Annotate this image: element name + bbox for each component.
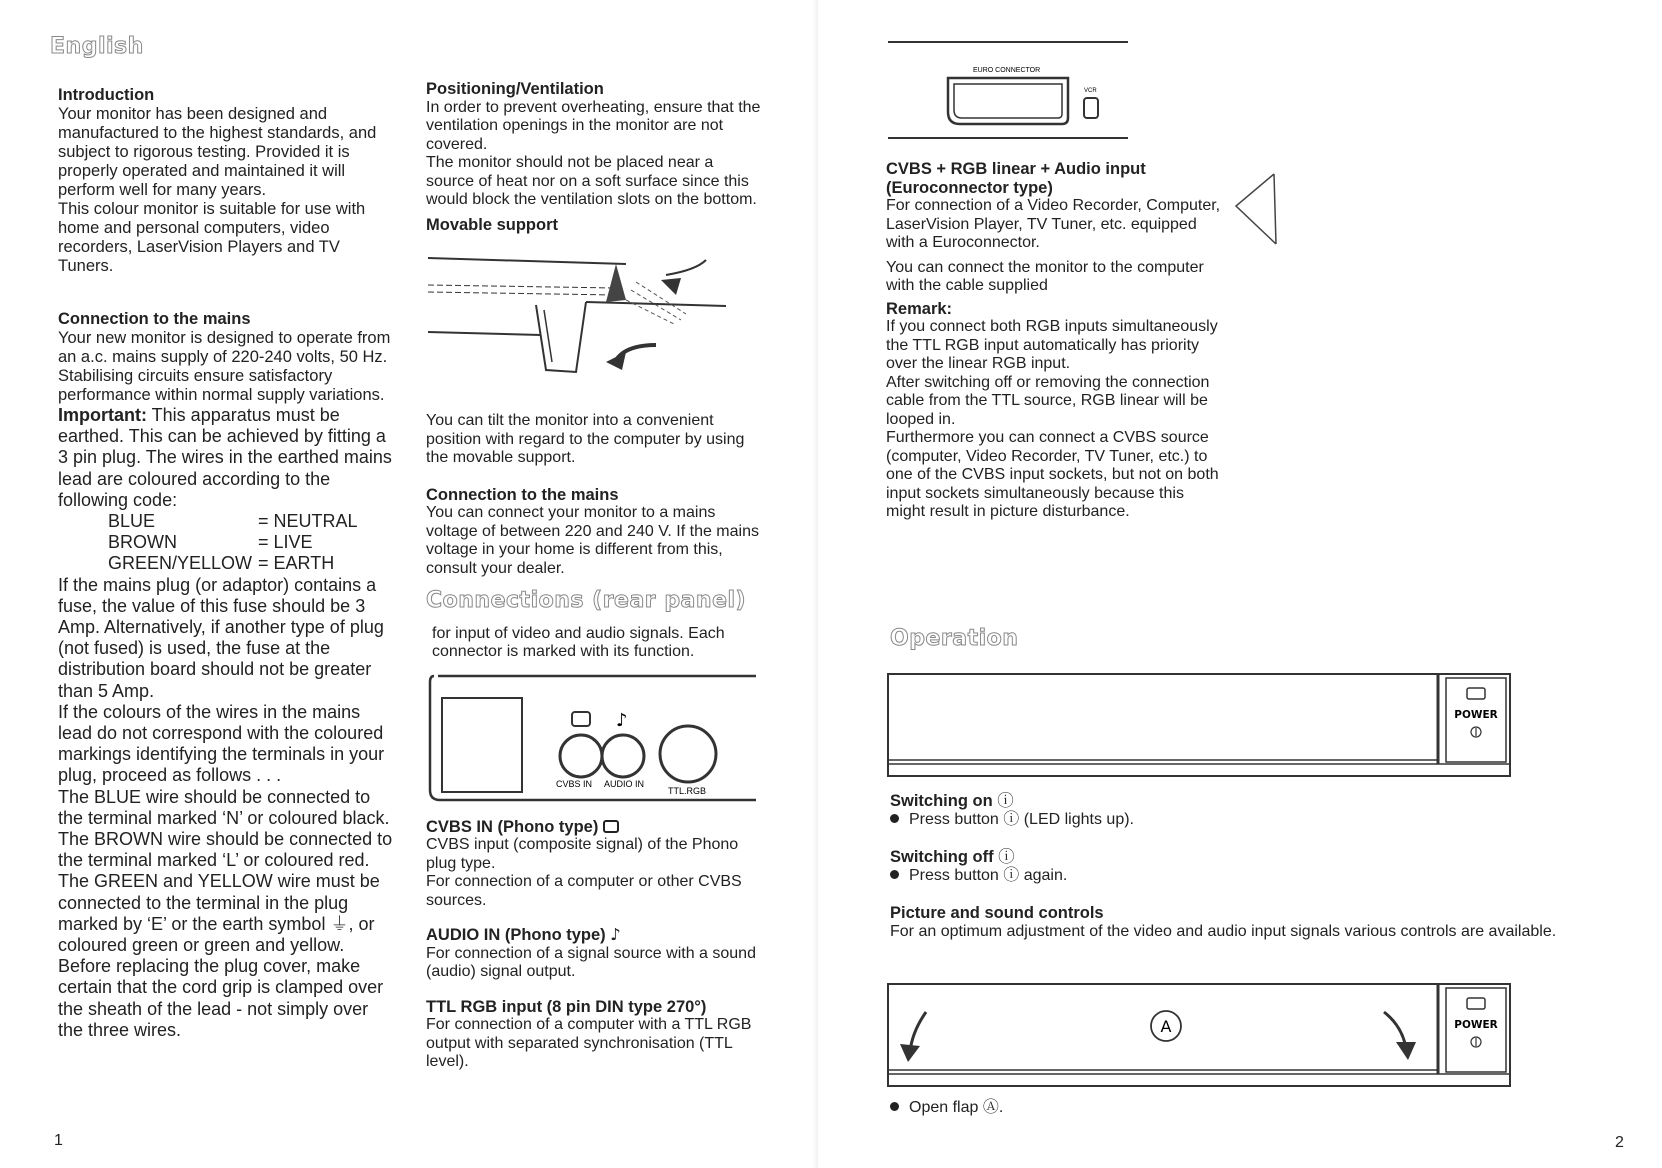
language-header: English (50, 34, 144, 59)
bullet-icon (890, 1102, 899, 1111)
column-2 (426, 80, 761, 1072)
blue-wire-text: The BLUE wire should be connected to the terminal marked ‘N’ or coloured black. (58, 786, 390, 828)
intro-text: Your monitor has been designed and manufactured to the highest standards, and subject to rigorous testing. Provided it is properly operated and maintained it will perform well for many years. (58, 105, 377, 199)
important-paragraph (58, 405, 393, 511)
open-flap-item: Open flap Ⓐ. (890, 1098, 1003, 1117)
power-label: POWER (1454, 1019, 1498, 1031)
bullet-icon (890, 870, 899, 879)
important-label: Important: (58, 405, 147, 425)
connections-intro: for input of video and audio signals. Each connector is marked with its function. (432, 624, 725, 660)
cover-text: Before replacing the plug cover, make certain that the cord grip is clamped over the sheath of the lead - not simply over the three wires. (58, 956, 384, 1040)
cvbs-socket (560, 735, 602, 777)
cvbs-text: CVBS input (composite signal) of the Phono plug type. (426, 836, 739, 872)
audio-label: AUDIO IN (604, 778, 645, 789)
remark-text-2: After switching off or removing the connection cable from the TTL source, RGB linear will be looped in. (886, 373, 1210, 428)
page-left (0, 0, 818, 1168)
triangle-mark (1228, 166, 1288, 256)
euro-heading-2: (Euroconnector type) (886, 178, 1053, 197)
mains2-text: You can connect your monitor to a mains voltage of between 220 and 240 V. If the mains voltage in your home is different from this, consult your dealer. (426, 504, 759, 577)
positioning-text-2: The monitor should not be placed near a source of heat nor on a soft surface since this would block the ventilation slots on the bottom. (426, 154, 757, 208)
column-1 (58, 86, 393, 1041)
connections-title: Connections (rear panel) (426, 588, 747, 613)
mains-heading: Connection to the mains (58, 310, 251, 328)
switch-on-item: Press button ⓘ (LED lights up). (890, 811, 1590, 830)
tilt-text: You can tilt the monitor into a convenient position with regard to the computer by using the movable support. (426, 412, 745, 466)
cvbs-square-icon (603, 820, 619, 833)
monitor-front-illustration (886, 672, 1516, 782)
switch-off-item: Press button ⓘ again. (890, 867, 1590, 886)
important-text: This apparatus must be earthed. This can be achieved by fitting a 3 pin plug. The wires in the earthed mains lead are coloured according to the following code: (58, 405, 392, 510)
power-symbol-icon: ⓘ (997, 792, 1014, 810)
vcr-label: VCR (1084, 88, 1097, 94)
ttl-heading: TTL RGB input (8 pin DIN type 270°) (426, 997, 707, 1016)
ttl-socket (660, 726, 716, 782)
mains2-heading: Connection to the mains (426, 485, 619, 504)
audio-heading: AUDIO IN (Phono type) ♪ (426, 925, 621, 944)
cable-text: You can connect the monitor to the computer with the cable supplied (886, 258, 1204, 294)
wire-row: BROWN = LIVE (108, 532, 313, 553)
colours-text: If the colours of the wires in the mains lead do not correspond with the coloured markings identifying the terminals in your plug, proceed as follows . . . (58, 701, 385, 786)
intro-text-2: This colour monitor is suitable for use with home and personal computers, video recorders, LaserVision Players and TV Tuners. (58, 200, 366, 275)
euro-section (886, 160, 1226, 522)
remark-text: If you connect both RGB inputs simultaneously the TTL RGB input automatically has priority over the linear RGB input. (886, 318, 1218, 372)
bullet-icon (890, 814, 899, 823)
switching-section (890, 792, 1590, 941)
remark-heading: Remark: (886, 299, 953, 318)
brown-wire-text: The BROWN wire should be connected to the terminal marked ‘L’ or coloured red. (58, 829, 393, 871)
positioning-heading: Positioning/Ventilation (426, 80, 604, 98)
music-note-icon: ♪ (616, 709, 628, 731)
led-indicator (1467, 688, 1485, 699)
cvbs-label: CVBS IN (556, 778, 593, 789)
operation-title: Operation (890, 626, 1019, 651)
page-right (818, 0, 1662, 1168)
wire-row: BLUE = NEUTRAL (108, 511, 358, 532)
page-number-1: 1 (54, 1132, 63, 1149)
remark-text-3: Furthermore you can connect a CVBS source (computer, Video Recorder, TV Tuner, etc.) to one of the CVBS input sockets, but not on both input sockets simultaneously because this might result in picture disturbance. (886, 429, 1219, 520)
ttl-label: TTL.RGB (668, 785, 707, 796)
intro-heading: Introduction (58, 86, 155, 104)
switch-off-heading: Switching off ⓘ (890, 848, 1015, 866)
cvbs-heading: CVBS IN (Phono type) (426, 818, 761, 837)
positioning-text: In order to prevent overheating, ensure that the ventilation openings in the monitor are not covered. (426, 98, 761, 153)
euro-connector-illustration (888, 34, 1128, 144)
cvbs-text-2: For connection of a computer or other CVBS sources. (426, 873, 742, 909)
cvbs-icon (572, 712, 590, 726)
movable-support-illustration (426, 250, 726, 400)
power-symbol-icon: ⓘ (998, 848, 1015, 866)
ttl-text: For connection of a computer with a TTL RGB output with separated synchronisation (TTL level). (426, 1016, 752, 1070)
page-number-2: 2 (1615, 1134, 1624, 1151)
picture-heading: Picture and sound controls (890, 904, 1104, 922)
switch-on-heading: Switching on ⓘ (890, 792, 1014, 810)
green-wire-text: The GREEN and YELLOW wire must be connected to the terminal in the plug marked by ‘E’ or the earth symbol ⏚, or coloured green or green and yellow. (58, 871, 380, 956)
rear-panel-illustration (426, 672, 756, 812)
wire-row: GREEN/YELLOW = EARTH (108, 553, 335, 574)
monitor-flap-illustration (886, 982, 1516, 1092)
power-label: POWER (1454, 709, 1498, 721)
movable-heading: Movable support (426, 215, 559, 234)
audio-text: For connection of a signal source with a sound (audio) signal output. (426, 944, 756, 980)
audio-socket (602, 735, 644, 777)
euro-text: For connection of a Video Recorder, Computer, LaserVision Player, TV Tuner, etc. equipped with a Euroconnector. (886, 197, 1221, 251)
audio-note-icon: ♪ (610, 925, 621, 944)
mains-text: Your new monitor is designed to operate from an a.c. mains supply of 220-240 volts, 50 Hz. Stabilising circuits ensure satisfactory performance within normal supply variations. (58, 329, 391, 404)
fuse-text: If the mains plug (or adaptor) contains a fuse, the value of this fuse should be 3 Amp. Alternatively, if another type of plug (not fused) is used, the fuse at the distribution board should not be greater than 5 Amp. (58, 574, 384, 701)
picture-text: For an optimum adjustment of the video and audio input signals various controls are available. (890, 922, 1557, 940)
euro-label: EURO CONNECTOR (973, 67, 1041, 74)
euro-heading: CVBS + RGB linear + Audio input (886, 160, 1146, 178)
flap-label: A (1160, 1017, 1172, 1036)
wire-code-table (108, 511, 393, 575)
